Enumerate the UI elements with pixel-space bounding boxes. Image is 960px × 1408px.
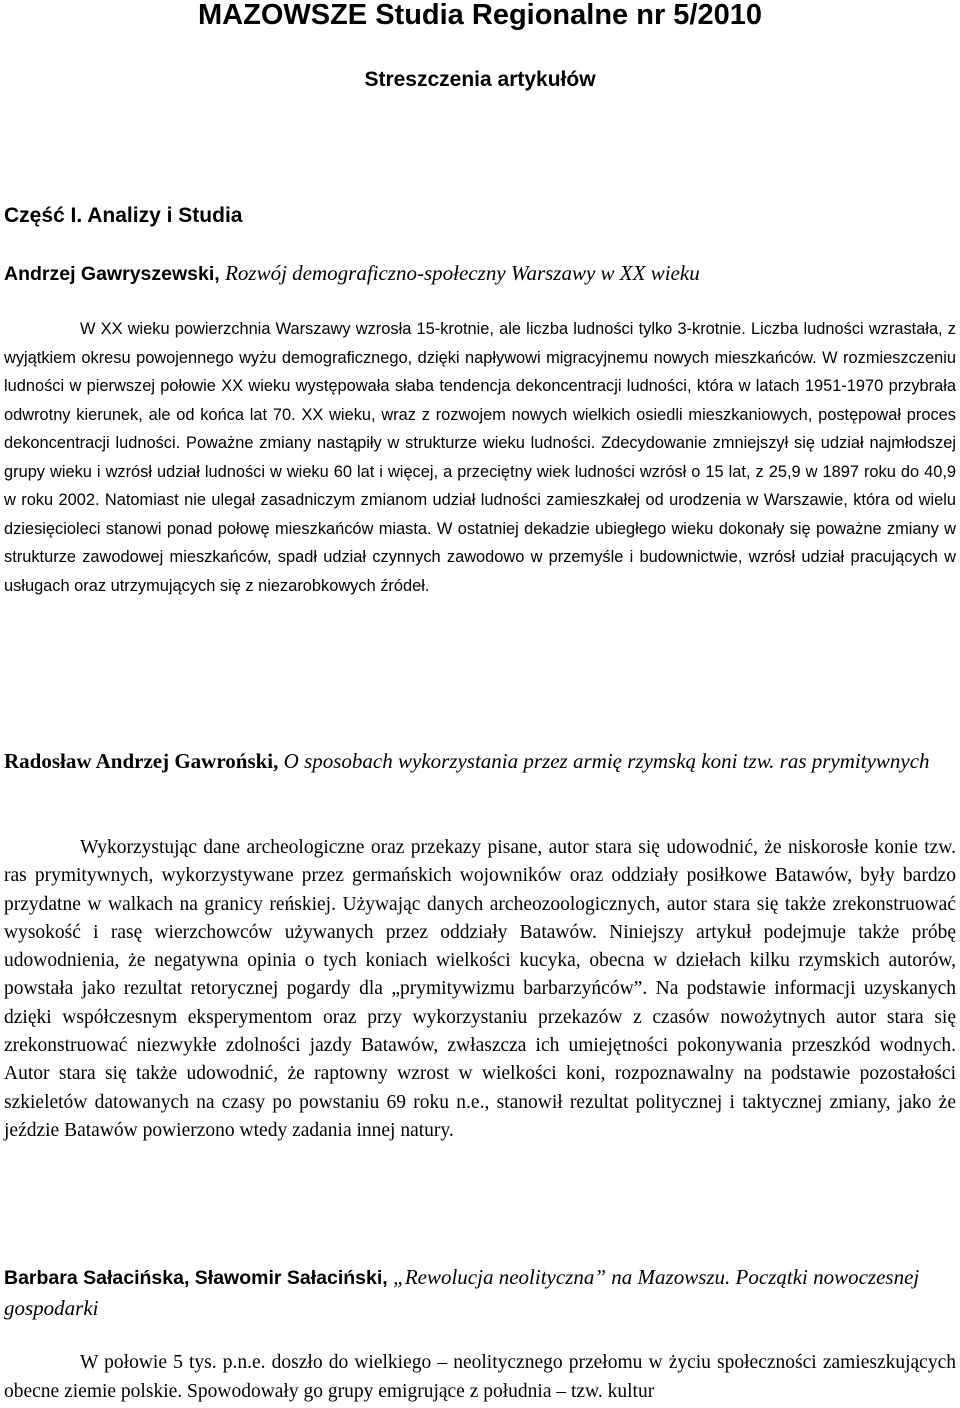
part-heading: Część I. Analizy i Studia [4,204,243,227]
article-heading [4,1262,956,1324]
page-title: MAZOWSZE Studia Regionalne nr 5/2010 [198,0,762,31]
article-author: Barbara Sałacińska, Sławomir Sałaciński, [4,1267,388,1289]
article-abstract: W XX wieku powierzchnia Warszawy wzrosła 15-krotnie, ale liczba ludności tylko 3-krotnie. Liczba ludności wzrastała, z wyjątkiem okresu powojennego wyżu demograficznego, dzięki napływowi migracyjnemu nowych mieszkańców. W rozmieszczeniu ludności w pierwszej połowie XX wieku występowała słaba tendencja dekoncentracji ludności, która w latach 1951-1970 przybrała odwrotny kierunek, ale od końca lat 70. XX wieku, wraz z rozwojem nowych wielkich osiedli mieszkaniowych, postępował proces dekoncentracji ludności. Poważne zmiany nastąpiły w strukturze wieku ludności. Zdecydowanie zmniejszył się udział najmłodszej grupy wieku i wzrósł udział ludności w wieku 60 lat i więcej, a przeciętny wiek ludności wzrósł o 15 lat, z 25,9 w 1897 roku do 40,9 w roku 2002. Natomiast nie ulegał zasadniczym zmianom udział ludności zamieszkałej od urodzenia w Warszawie, która od wielu dziesięcioleci stanowi ponad połowę mieszkańców miasta. W ostatniej dekadzie ubiegłego wieku dokonały się poważne zmiany w strukturze zawodowej mieszkańców, spadł udział czynnych zawodowo w przemyśle i budownictwie, wzrósł udział pracujących w usługach oraz utrzymujących się z niezarobkowych źródeł. [4,320,956,595]
article-heading [4,746,956,776]
article-author: Radosław Andrzej Gawroński, [4,749,279,773]
article-abstract: W połowie 5 tys. p.n.e. doszło do wielkiego – neolitycznego przełomu w życiu społeczności zamieszkujących obecne ziemie polskie. Spowodowały go grupy emigrujące z południa – tzw. kultur [4,1352,956,1402]
article-title: O sposobach wykorzystania przez armię rzymską koni tzw. ras prymitywnych [283,749,930,773]
article-title: Rozwój demograficzno-społeczny Warszawy w XX wieku [225,261,700,285]
page-subtitle: Streszczenia artykułów [364,68,596,91]
article-author: Andrzej Gawryszewski, [4,263,220,285]
article-heading [4,258,956,289]
article-abstract: Wykorzystując dane archeologiczne oraz przekazy pisane, autor stara się udowodnić, że niskorosłe konie tzw. ras prymitywnych, wykorzystywane przez germańskich wojowników oraz oddziały posiłkowe Batawów, były bardzo przydatne w walkach na granicy reńskiej. Używając danych archeozoologicznych, autor stara się także zrekonstruować wysokość i rasę wierzchowców używanych przez oddziały Batawów. Niniejszy artykuł podejmuje także próbę udowodnienia, że negatywna opinia o tych koniach wielkości kucyka, obecna w dziełach kilku rzymskich autorów, powstała jako rezultat retorycznej pogardy dla „prymitywizmu barbarzyńców”. Na podstawie informacji uzyskanych dzięki współczesnym eksperymentom oraz przy wykorzystaniu przekazów z czasów nowożytnych autor stara się zrekonstruować niezwykłe zdolności jazdy Batawów, zwłaszcza ich umiejętności pokonywania przeszkód wodnych. Autor stara się także udowodnić, że raptowny wzrost w wielkości koni, rozpoznawalny na podstawie pozostałości szkieletów datowanych na czasy po powstaniu 69 roku n.e., stanowił rezultat politycznej i taktycznej zmiany, jako że jeździe Batawów powierzono wtedy zadania innej natury. [4,837,956,1141]
article-title: „Rewolucja neolityczna” na Mazowszu. Początki nowoczesnej gospodarki [4,1265,920,1320]
